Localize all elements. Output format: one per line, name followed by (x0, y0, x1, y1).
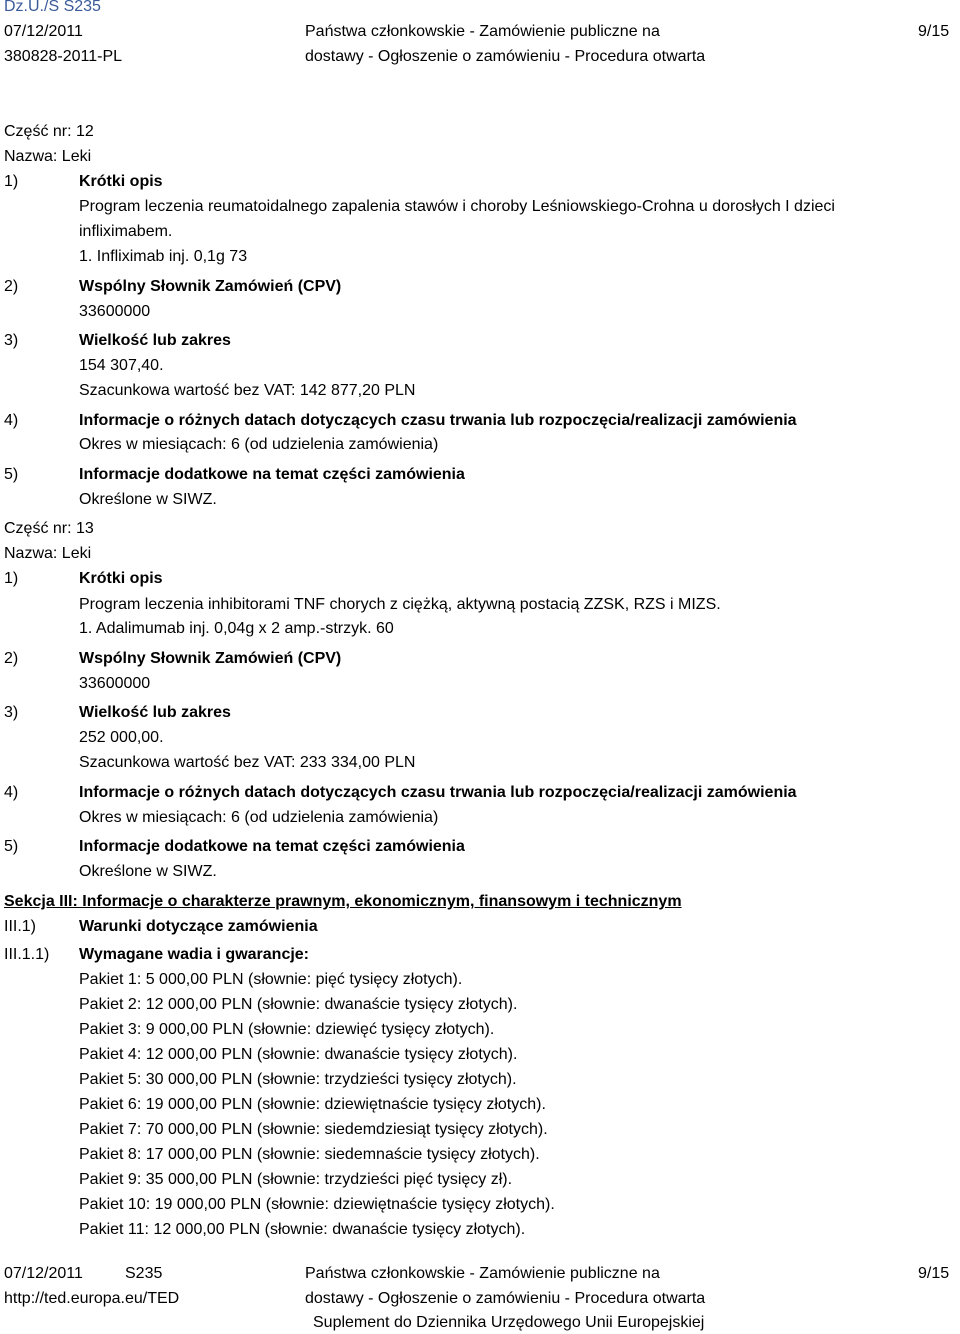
additional-info-heading: Informacje dodatkowe na temat części zamówienia (79, 838, 465, 855)
item-number: 5) (4, 838, 19, 855)
scope-heading: Wielkość lub zakres (79, 704, 231, 721)
deposit-item: Pakiet 11: 12 000,00 PLN (słownie: dwanaście tysięcy złotych). (79, 1221, 526, 1238)
item-number: 1) (4, 570, 19, 587)
header-page-number: 9/15 (918, 23, 950, 40)
cpv-heading: Wspólny Słownik Zamówień (CPV) (79, 278, 342, 295)
deposit-item: Pakiet 3: 9 000,00 PLN (słownie: dziewięć tysięcy złotych). (79, 1021, 495, 1038)
duration-value: Okres w miesiącach: 6 (od udzielenia zamówienia) (79, 809, 439, 826)
footer-title-line1: Państwa członkowskie - Zamówienie publiczne na (305, 1265, 660, 1282)
description-line: Program leczenia inhibitorami TNF chorych z ciężką, aktywną postacią ZZSK, RZS i MIZS. (79, 596, 721, 613)
cpv-code: 33600000 (79, 675, 151, 692)
estimated-value: Szacunkowa wartość bez VAT: 233 334,00 PLN (79, 754, 416, 771)
scope-heading: Wielkość lub zakres (79, 332, 231, 349)
item-number: 1) (4, 173, 19, 190)
deposits-heading: Wymagane wadia i gwarancje: (79, 946, 310, 963)
header-date: 07/12/2011 (4, 23, 83, 40)
deposit-item: Pakiet 8: 17 000,00 PLN (słownie: siedemnaście tysięcy złotych). (79, 1146, 540, 1163)
deposit-item: Pakiet 6: 19 000,00 PLN (słownie: dziewiętnaście tysięcy złotych). (79, 1096, 546, 1113)
item-number: 3) (4, 332, 19, 349)
estimated-value: Szacunkowa wartość bez VAT: 142 877,20 PLN (79, 382, 416, 399)
header-notice-reference: 380828-2011-PL (4, 48, 123, 65)
footer-date: 07/12/2011 (4, 1265, 83, 1282)
journal-reference: Dz.U./S S235 (4, 0, 101, 15)
header-title-line2: dostawy - Ogłoszenie o zamówieniu - Procedura otwarta (305, 48, 706, 65)
duration-heading: Informacje o różnych datach dotyczących czasu trwania lub rozpoczęcia/realizacji zamówienia (79, 784, 797, 801)
description-line: 1. Adalimumab inj. 0,04g x 2 amp.-strzyk. 60 (79, 620, 394, 637)
section-heading: Sekcja III: Informacje o charakterze prawnym, ekonomicznym, finansowym i technicznym (4, 893, 682, 910)
header-title-line1: Państwa członkowskie - Zamówienie publiczne na (305, 23, 660, 40)
part-number: Część nr: 13 (4, 520, 94, 537)
footer-supplement: Suplement do Dziennika Urzędowego Unii Europejskiej (313, 1314, 705, 1331)
item-number: 4) (4, 412, 19, 429)
deposit-item: Pakiet 9: 35 000,00 PLN (słownie: trzydzieści pięć tysięcy zł). (79, 1171, 513, 1188)
short-description-heading: Krótki opis (79, 173, 163, 190)
cpv-heading: Wspólny Słownik Zamówień (CPV) (79, 650, 342, 667)
additional-info-value: Określone w SIWZ. (79, 491, 217, 508)
short-description-heading: Krótki opis (79, 570, 163, 587)
duration-value: Okres w miesiącach: 6 (od udzielenia zamówienia) (79, 436, 439, 453)
part-name: Nazwa: Leki (4, 545, 92, 562)
cpv-code: 33600000 (79, 303, 151, 320)
deposit-item: Pakiet 5: 30 000,00 PLN (słownie: trzydzieści tysięcy złotych). (79, 1071, 517, 1088)
additional-info-heading: Informacje dodatkowe na temat części zamówienia (79, 466, 465, 483)
subsection-number: III.1) (4, 918, 37, 935)
item-number: 3) (4, 704, 19, 721)
item-number: 2) (4, 650, 19, 667)
deposit-item: Pakiet 4: 12 000,00 PLN (słownie: dwanaście tysięcy złotych). (79, 1046, 518, 1063)
description-line: Program leczenia reumatoidalnego zapalenia stawów i choroby Leśniowskiego-Crohna u dorosłych I dzieci (79, 198, 835, 215)
additional-info-value: Określone w SIWZ. (79, 863, 217, 880)
deposit-item: Pakiet 7: 70 000,00 PLN (słownie: siedemdziesiąt tysięcy złotych). (79, 1121, 548, 1138)
subsection-number: III.1.1) (4, 946, 50, 963)
item-number: 5) (4, 466, 19, 483)
duration-heading: Informacje o różnych datach dotyczących czasu trwania lub rozpoczęcia/realizacji zamówienia (79, 412, 797, 429)
subsection-title: Warunki dotyczące zamówienia (79, 918, 318, 935)
deposit-item: Pakiet 1: 5 000,00 PLN (słownie: pięć tysięcy złotych). (79, 971, 463, 988)
deposit-item: Pakiet 2: 12 000,00 PLN (słownie: dwanaście tysięcy złotych). (79, 996, 518, 1013)
scope-value: 154 307,40. (79, 357, 164, 374)
footer-page-number: 9/15 (918, 1265, 950, 1282)
part-number: Część nr: 12 (4, 123, 94, 140)
part-name: Nazwa: Leki (4, 148, 92, 165)
footer-title-line2: dostawy - Ogłoszenie o zamówieniu - Procedura otwarta (305, 1290, 706, 1307)
deposit-item: Pakiet 10: 19 000,00 PLN (słownie: dziewiętnaście tysięcy złotych). (79, 1196, 555, 1213)
description-line: infliximabem. (79, 223, 173, 240)
description-line: 1. Infliximab inj. 0,1g 73 (79, 248, 248, 265)
footer-issue: S235 (125, 1265, 163, 1282)
item-number: 4) (4, 784, 19, 801)
scope-value: 252 000,00. (79, 729, 164, 746)
footer-url-link[interactable]: http://ted.europa.eu/TED (4, 1290, 180, 1307)
item-number: 2) (4, 278, 19, 295)
